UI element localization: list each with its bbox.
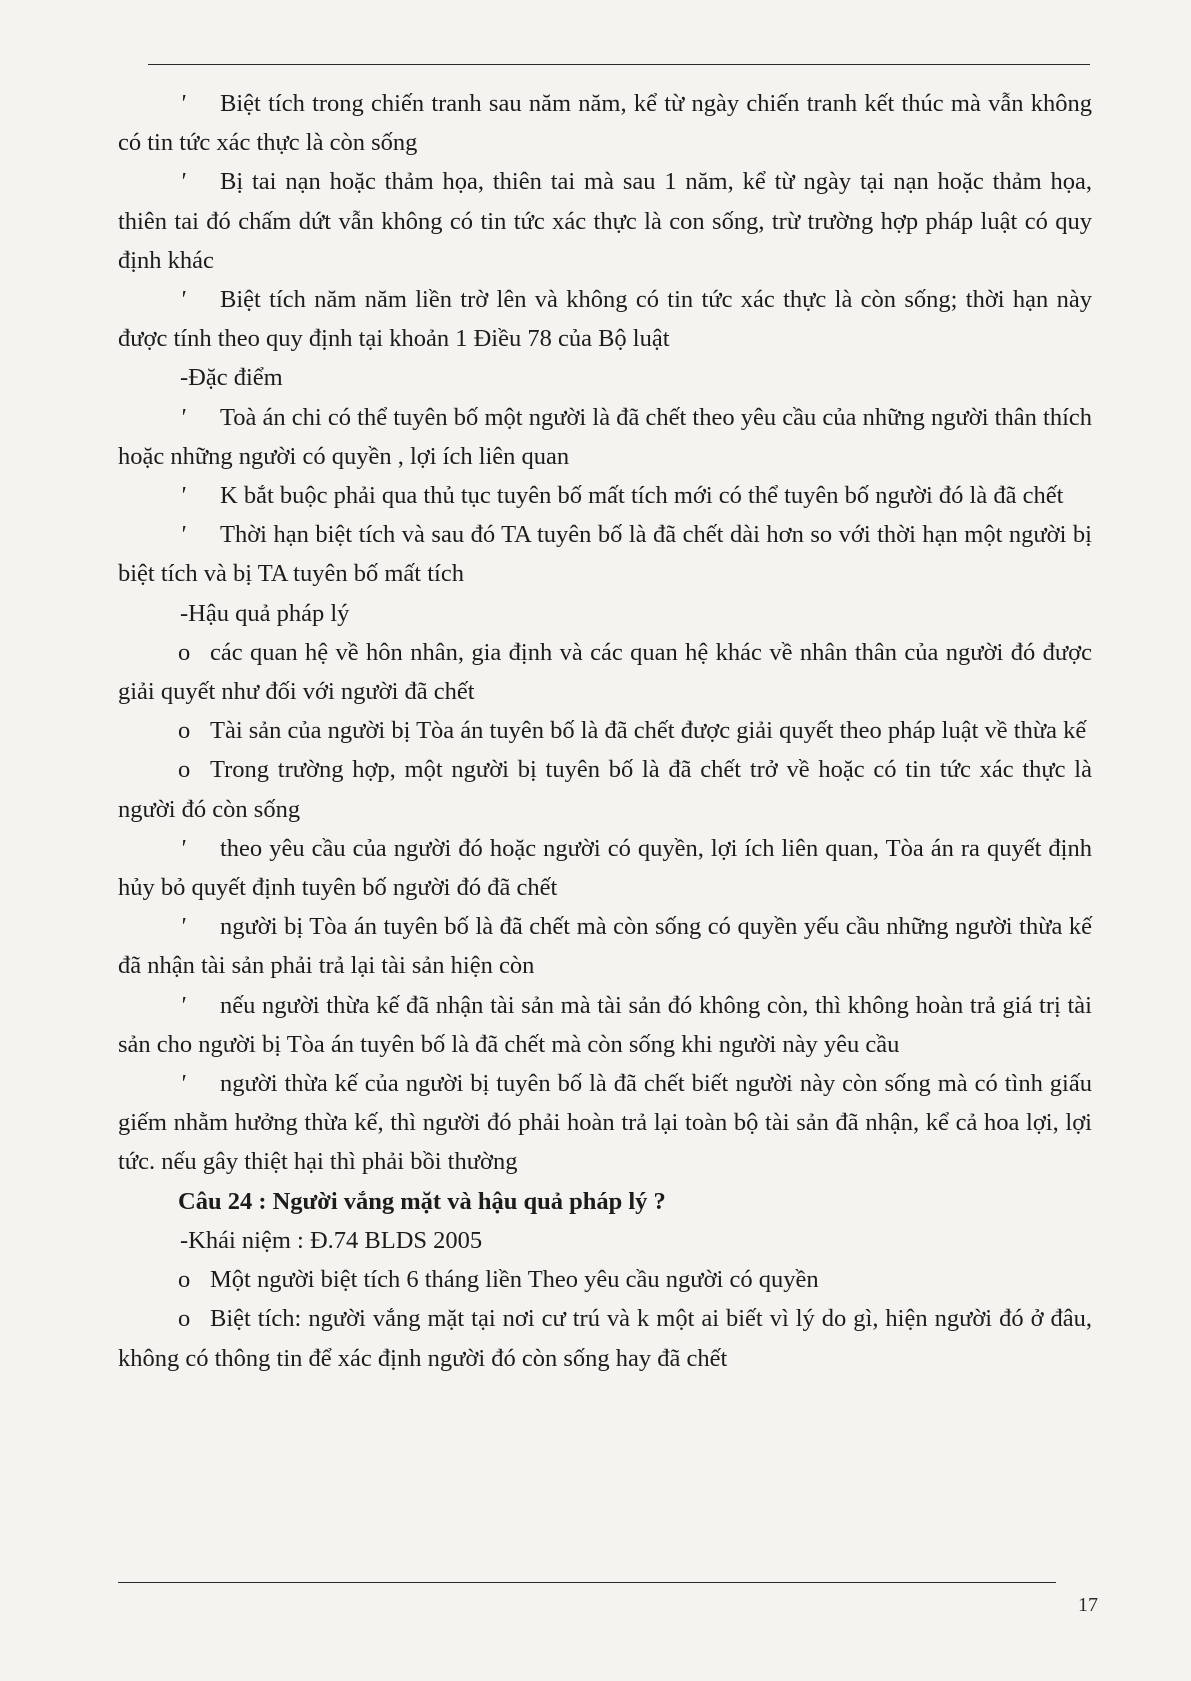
paragraph-text: Bị tai nạn hoặc thảm họa, thiên tai mà sau 1 năm, kể từ ngày tại nạn hoặc thảm họa, thiên tai đó chấm dứt vẫn không có tin tức xác thực là con sống, trừ trường hợp pháp luật có quy định khác	[118, 168, 1092, 274]
paragraph-text: Biệt tích: người vắng mặt tại nơi cư trú và k một ai biết vì lý do gì, hiện người đó ở đâu, không có thông tin để xác định người đó còn sống hay đã chết	[118, 1305, 1092, 1372]
bullet-paragraph	[118, 162, 1092, 280]
circle-bullet-marker: o	[178, 756, 191, 784]
tick-bullet-marker: '	[180, 168, 186, 196]
tick-bullet-marker: '	[180, 482, 186, 510]
paragraph-text: người bị Tòa án tuyên bố là đã chết mà còn sống có quyền yếu cầu những người thừa kế đã nhận tài sản phải trả lại tài sản hiện còn	[118, 913, 1092, 980]
paragraph-text: các quan hệ về hôn nhân, gia định và các quan hệ khác về nhân thân của người đó được giải quyết như đối với người đã chết	[118, 638, 1092, 706]
paragraph-text: theo yêu cầu của người đó hoặc người có quyền, lợi ích liên quan, Tòa án ra quyết định hủy bỏ quyết định tuyên bố người đó đã chết	[118, 834, 1092, 902]
paragraph-text: Biệt tích năm năm liền trờ lên và không có tin tức xác thực là còn sống; thời hạn này được tính theo quy định tại khoản 1 Điều 78 của Bộ luật	[118, 286, 1092, 353]
tick-bullet-marker: '	[180, 1070, 186, 1098]
circle-paragraph	[118, 711, 1092, 750]
paragraph-text: Biệt tích trong chiến tranh sau năm năm, kể từ ngày chiến tranh kết thúc mà vẫn không có tin tức xác thực là còn sống	[118, 90, 1092, 157]
circle-bullet-marker: o	[178, 1305, 191, 1333]
paragraph-text: Câu 24 : Người vắng mặt và hậu quả pháp lý ?	[178, 1187, 666, 1215]
paragraph-text: -Khái niệm : Đ.74 BLDS 2005	[180, 1226, 483, 1254]
circle-paragraph	[118, 633, 1092, 711]
bullet-paragraph	[118, 84, 1092, 162]
paragraph-text: Toà án chi có thể tuyên bố một người là đã chết theo yêu cầu của những người thân thích hoặc những người có quyền , lợi ích liên quan	[118, 403, 1092, 470]
bullet-paragraph	[118, 476, 1092, 515]
bullet-paragraph	[118, 986, 1092, 1064]
tick-bullet-marker: '	[180, 403, 186, 431]
paragraph-text: Trong trường hợp, một người bị tuyên bố là đã chết trở về hoặc có tin tức xác thực là người đó còn sống	[118, 756, 1092, 823]
section-heading	[118, 1182, 1092, 1221]
circle-paragraph	[118, 1260, 1092, 1299]
paragraph-text: nếu người thừa kế đã nhận tài sản mà tài sản đó không còn, thì không hoàn trả giá trị tài sản cho người bị Tòa án tuyên bố là đã chết mà còn sống khi người này yêu cầu	[118, 991, 1092, 1058]
footer-rule	[118, 1582, 1056, 1583]
tick-bullet-marker: '	[180, 286, 186, 314]
bullet-paragraph	[118, 398, 1092, 476]
paragraph-text: K bắt buộc phải qua thủ tục tuyên bố mất tích mới có thể tuyên bố người đó là đã chết	[220, 482, 1064, 510]
tick-bullet-marker: '	[180, 913, 186, 941]
dash-paragraph	[118, 594, 1092, 633]
paragraph-text: Thời hạn biệt tích và sau đó TA tuyên bố là đã chết dài hơn so với thời hạn một người bị biệt tích và bị TA tuyên bố mất tích	[118, 521, 1092, 588]
header-rule	[148, 64, 1090, 65]
tick-bullet-marker: '	[180, 521, 186, 549]
bullet-paragraph	[118, 1064, 1092, 1182]
page-number: 17	[1078, 1594, 1098, 1616]
circle-paragraph	[118, 1299, 1092, 1377]
paragraph-text: -Đặc điểm	[180, 364, 283, 392]
circle-bullet-marker: o	[178, 638, 191, 666]
dash-paragraph	[118, 358, 1092, 397]
tick-bullet-marker: '	[180, 991, 186, 1019]
circle-bullet-marker: o	[178, 717, 191, 745]
tick-bullet-marker: '	[180, 834, 186, 862]
circle-bullet-marker: o	[178, 1266, 191, 1294]
paragraph-text: Một người biệt tích 6 tháng liền Theo yêu cầu người có quyền	[210, 1266, 819, 1294]
paragraph-text: -Hậu quả pháp lý	[180, 599, 350, 627]
paragraph-text: người thừa kế của người bị tuyên bố là đã chết biết người này còn sống mà có tình giấu giếm nhằm hưởng thừa kế, thì người đó phải hoàn trả lại toàn bộ tài sản đã nhận, kể cả hoa lợi, lợi tức. nếu gây thiệt hại thì phải bồi thường	[118, 1070, 1092, 1176]
bullet-paragraph	[118, 515, 1092, 593]
bullet-paragraph	[118, 829, 1092, 907]
dash-paragraph	[118, 1221, 1092, 1260]
bullet-paragraph	[118, 280, 1092, 358]
circle-paragraph	[118, 750, 1092, 828]
paragraph-text: Tài sản của người bị Tòa án tuyên bố là đã chết được giải quyết theo pháp luật về thừa kế	[210, 717, 1087, 745]
tick-bullet-marker: '	[180, 90, 186, 117]
bullet-paragraph	[118, 907, 1092, 985]
body-text	[118, 84, 1092, 1378]
